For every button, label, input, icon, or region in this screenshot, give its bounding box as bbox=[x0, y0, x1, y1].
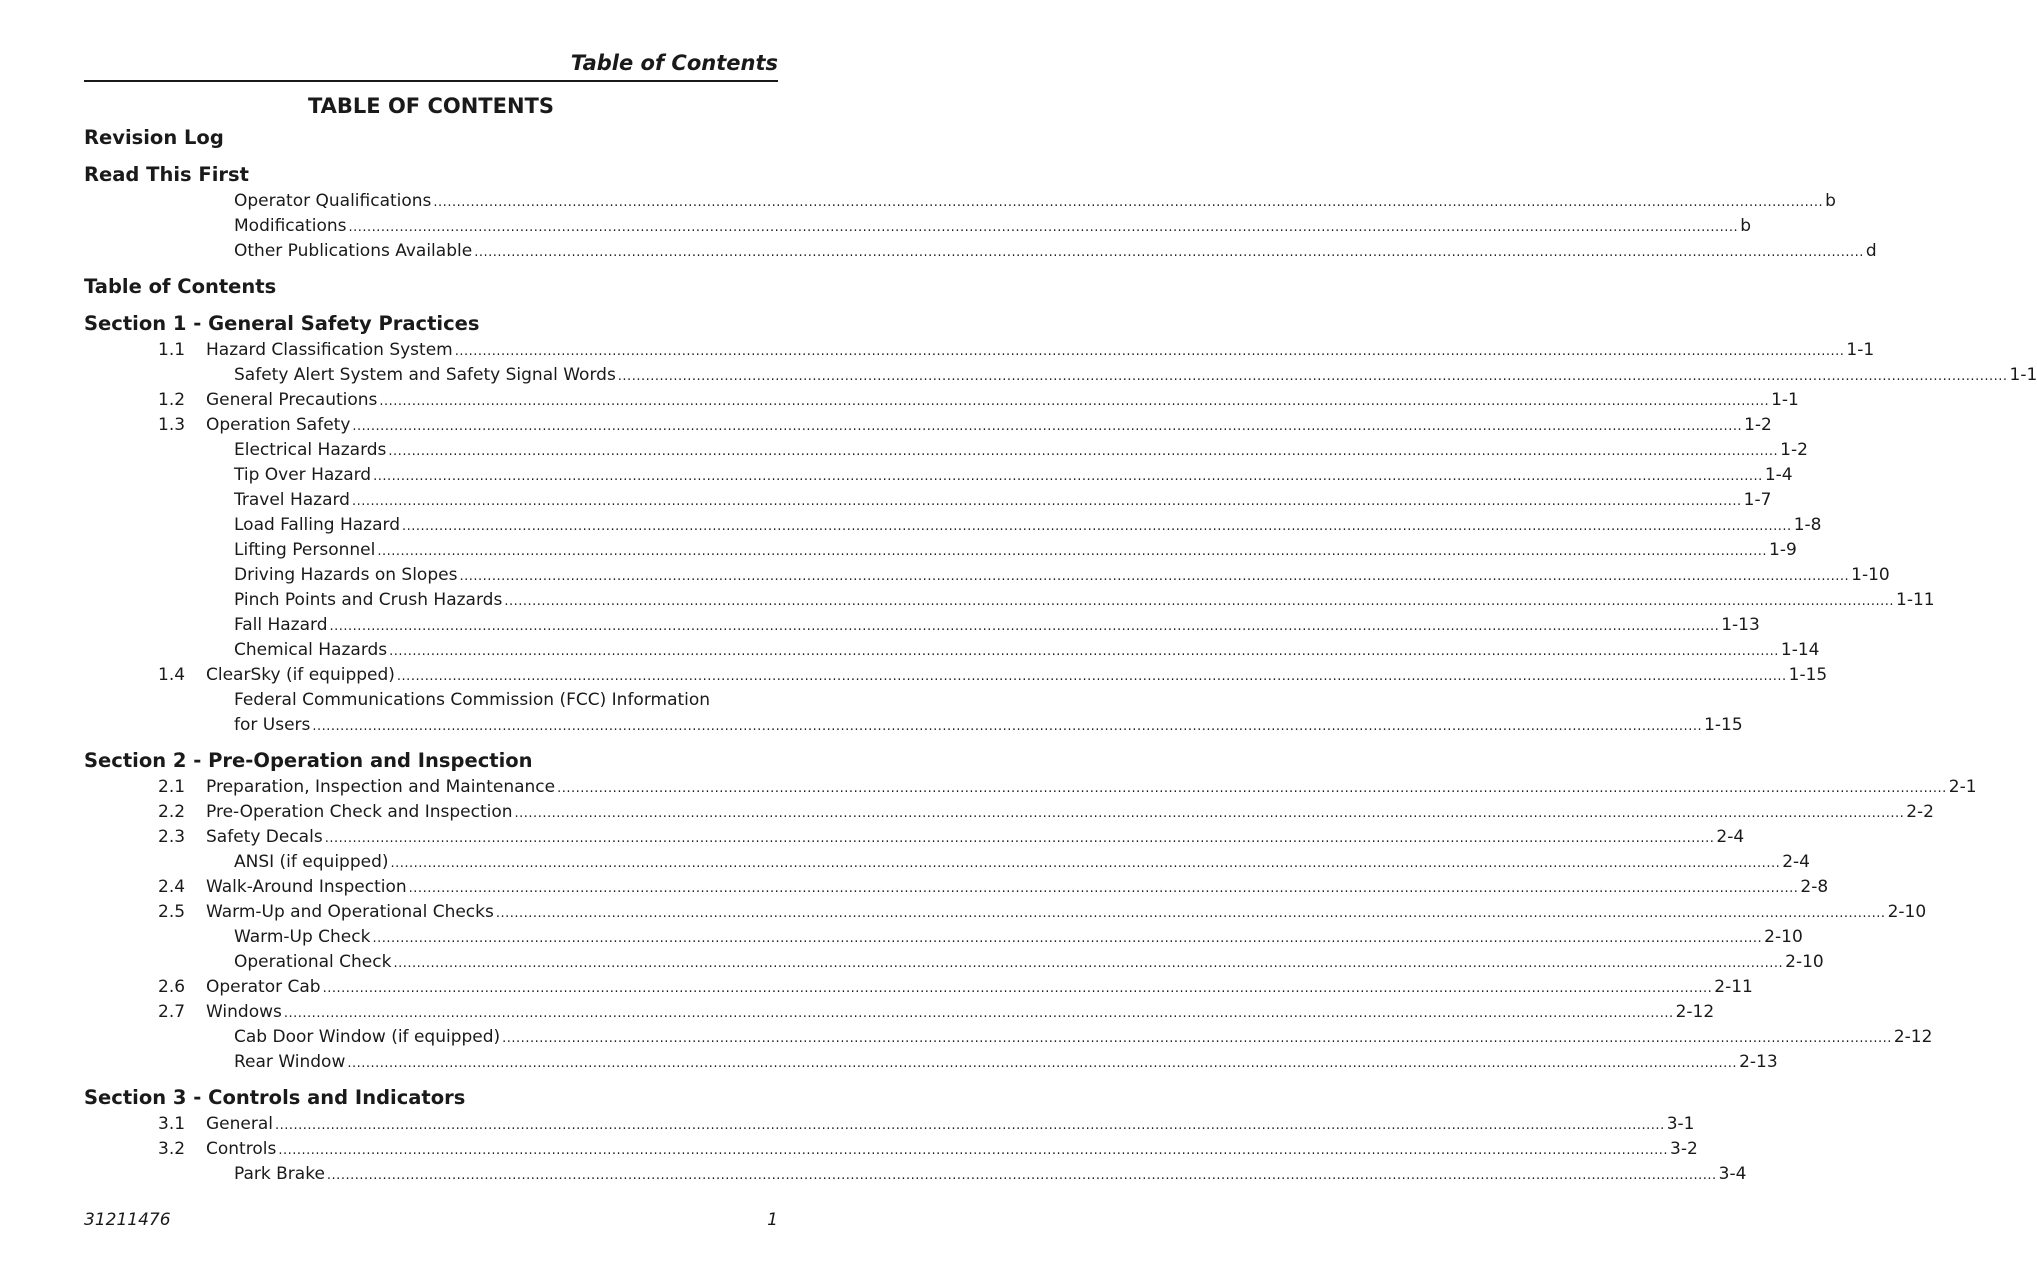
toc-entry-title: Operational Check bbox=[234, 952, 392, 972]
toc-entry-number: 1.3 bbox=[158, 415, 186, 435]
toc-entry-page: 1-15 bbox=[1788, 665, 1828, 685]
dot-leader: ............................................................................................................................................................................................................................................................................................................ bbox=[459, 569, 1850, 584]
toc-entry-number: 3.2 bbox=[158, 1139, 186, 1159]
toc-entry[interactable] bbox=[84, 438, 1808, 463]
toc-entry[interactable] bbox=[84, 1137, 1698, 1162]
dot-leader: ............................................................................................................................................................................................................................................................................................................ bbox=[312, 719, 1703, 734]
toc-entry[interactable] bbox=[84, 925, 1803, 950]
dot-leader: ............................................................................................................................................................................................................................................................................................................ bbox=[326, 1168, 1717, 1183]
toc-entry-title: Lifting Personnel bbox=[234, 540, 376, 560]
toc-entry[interactable] bbox=[84, 875, 1829, 900]
dot-leader: ............................................................................................................................................................................................................................................................................................................ bbox=[278, 1143, 1669, 1158]
dot-leader: ............................................................................................................................................................................................................................................................................................................ bbox=[379, 394, 1770, 409]
toc-entry[interactable] bbox=[84, 825, 1745, 850]
toc-entry-title: Safety Alert System and Safety Signal Words bbox=[234, 365, 616, 385]
toc-entry[interactable] bbox=[84, 688, 778, 713]
toc-entry-title: Load Falling Hazard bbox=[234, 515, 400, 535]
toc-entry-title: Other Publications Available bbox=[234, 241, 473, 261]
toc-entry[interactable] bbox=[84, 363, 2037, 388]
dot-leader: ............................................................................................................................................................................................................................................................................................................ bbox=[396, 669, 1787, 684]
toc-entry[interactable] bbox=[84, 663, 1828, 688]
toc-entry-title: Rear Window bbox=[234, 1052, 346, 1072]
toc-entry-title: Electrical Hazards bbox=[234, 440, 387, 460]
toc-entry-title: Operation Safety bbox=[206, 415, 351, 435]
toc-entry-page: 1-1 bbox=[1771, 390, 1799, 410]
toc-entry[interactable] bbox=[84, 900, 1927, 925]
toc-entry[interactable] bbox=[84, 513, 1822, 538]
toc-entry-title: Preparation, Inspection and Maintenance bbox=[206, 777, 556, 797]
dot-leader: ............................................................................................................................................................................................................................................................................................................ bbox=[372, 931, 1763, 946]
toc-entry-number: 2.4 bbox=[158, 877, 186, 897]
toc-section-heading: Read This First bbox=[84, 163, 249, 186]
dot-leader: ............................................................................................................................................................................................................................................................................................................ bbox=[373, 469, 1763, 484]
toc-entry-page: 3-2 bbox=[1670, 1139, 1698, 1159]
toc-entry[interactable] bbox=[84, 588, 1935, 613]
toc-entry-page: 1-7 bbox=[1743, 490, 1772, 510]
dot-leader: ............................................................................................................................................................................................................................................................................................................ bbox=[504, 594, 1895, 609]
toc-entry-page: 2-10 bbox=[1887, 902, 1927, 922]
toc-entry-page: b bbox=[1825, 191, 1836, 211]
dot-leader: ............................................................................................................................................................................................................................................................................................................ bbox=[557, 781, 1947, 796]
toc-entry[interactable] bbox=[84, 388, 1799, 413]
toc-entry[interactable] bbox=[84, 975, 1753, 1000]
dot-leader: ............................................................................................................................................................................................................................................................................................................ bbox=[275, 1118, 1665, 1133]
toc-entry[interactable] bbox=[84, 488, 1772, 513]
toc-entry[interactable] bbox=[84, 563, 1890, 588]
toc-entry-page: 2-4 bbox=[1782, 852, 1810, 872]
toc-entry-page: 3-1 bbox=[1666, 1114, 1695, 1134]
toc-entry-number: 2.7 bbox=[158, 1002, 186, 1022]
toc-entry-title: Hazard Classification System bbox=[206, 340, 453, 360]
toc-entry-number: 2.6 bbox=[158, 977, 186, 997]
dot-leader: ............................................................................................................................................................................................................................................................................................................ bbox=[324, 831, 1715, 846]
toc-entry[interactable] bbox=[84, 1112, 1695, 1137]
toc-entry-title: Park Brake bbox=[234, 1164, 325, 1184]
toc-entry[interactable] bbox=[84, 338, 1875, 363]
dot-leader: ............................................................................................................................................................................................................................................................................................................ bbox=[454, 344, 1845, 359]
toc-entry-page: 1-1 bbox=[1846, 340, 1875, 360]
toc-entry-page: b bbox=[1740, 216, 1751, 236]
dot-leader: ............................................................................................................................................................................................................................................................................................................ bbox=[388, 444, 1779, 459]
toc-entry-number: 2.1 bbox=[158, 777, 186, 797]
toc-entry-title: Pre-Operation Check and Inspection bbox=[206, 802, 513, 822]
toc-entry[interactable] bbox=[84, 538, 1797, 563]
toc-entry[interactable] bbox=[84, 800, 1935, 825]
toc-section-heading: Section 1 - General Safety Practices bbox=[84, 312, 480, 335]
document-number: 31211476 bbox=[84, 1210, 171, 1230]
toc-entry-number: 1.2 bbox=[158, 390, 186, 410]
toc-entry-page: 2-8 bbox=[1800, 877, 1829, 897]
toc-entry[interactable] bbox=[84, 613, 1760, 638]
toc-entry-title: Windows bbox=[206, 1002, 282, 1022]
toc-entry-title: General Precautions bbox=[206, 390, 378, 410]
header-rule bbox=[84, 80, 778, 82]
toc-section-heading: Section 3 - Controls and Indicators bbox=[84, 1086, 466, 1109]
toc-entry-title: Operator Qualifications bbox=[234, 191, 432, 211]
toc-entry-page: 1-4 bbox=[1764, 465, 1793, 485]
toc-entry-title: Modifications bbox=[234, 216, 347, 236]
dot-leader: ............................................................................................................................................................................................................................................................................................................ bbox=[514, 806, 1905, 821]
toc-entry-title: General bbox=[206, 1114, 273, 1134]
toc-entry[interactable] bbox=[84, 950, 1824, 975]
dot-leader: ............................................................................................................................................................................................................................................................................................................ bbox=[502, 1031, 1892, 1046]
toc-entry-title: Walk-Around Inspection bbox=[206, 877, 407, 897]
dot-leader: ............................................................................................................................................................................................................................................................................................................ bbox=[351, 494, 1742, 509]
page-number: 1 bbox=[767, 1210, 778, 1230]
dot-leader: ............................................................................................................................................................................................................................................................................................................ bbox=[329, 619, 1720, 634]
dot-leader: ............................................................................................................................................................................................................................................................................................................ bbox=[390, 856, 1781, 871]
toc-entry-number: 1.1 bbox=[158, 340, 186, 360]
toc-entry[interactable] bbox=[84, 713, 1743, 738]
toc-entry-title: Fall Hazard bbox=[234, 615, 328, 635]
dot-leader: ............................................................................................................................................................................................................................................................................................................ bbox=[393, 956, 1784, 971]
toc-entry-page: 3-4 bbox=[1718, 1164, 1747, 1184]
toc-entry-title: Operator Cab bbox=[206, 977, 321, 997]
toc-entry-page: 1-11 bbox=[1896, 590, 1935, 610]
toc-entry-title: Tip Over Hazard bbox=[234, 465, 372, 485]
dot-leader: ............................................................................................................................................................................................................................................................................................................ bbox=[617, 369, 2008, 384]
toc-entry-page: 2-4 bbox=[1716, 827, 1745, 847]
toc-entry-title: Pinch Points and Crush Hazards bbox=[234, 590, 503, 610]
dot-leader: ............................................................................................................................................................................................................................................................................................................ bbox=[433, 195, 1824, 210]
toc-entry-number: 2.5 bbox=[158, 902, 186, 922]
toc-entry-title: Warm-Up Check bbox=[234, 927, 371, 947]
toc-entry-title: Controls bbox=[206, 1139, 277, 1159]
toc-entry-title: Chemical Hazards bbox=[234, 640, 388, 660]
running-header: Table of Contents bbox=[570, 51, 778, 75]
toc-entry[interactable] bbox=[84, 1050, 1778, 1075]
toc-entry-title: Safety Decals bbox=[206, 827, 323, 847]
toc-entry-page: 2-10 bbox=[1785, 952, 1824, 972]
toc-entry-page: 2-11 bbox=[1714, 977, 1753, 997]
toc-section-heading: Section 2 - Pre-Operation and Inspection bbox=[84, 749, 533, 772]
toc-entry[interactable] bbox=[84, 775, 1977, 800]
toc-entry-page: 1-10 bbox=[1851, 565, 1890, 585]
toc-entry-page: 1-1 bbox=[2009, 365, 2037, 385]
dot-leader: ............................................................................................................................................................................................................................................................................................................ bbox=[495, 906, 1886, 921]
dot-leader: ............................................................................................................................................................................................................................................................................................................ bbox=[347, 1056, 1738, 1071]
dot-leader: ............................................................................................................................................................................................................................................................................................................ bbox=[474, 245, 1864, 260]
toc-entry-page: 2-1 bbox=[1948, 777, 1977, 797]
toc-entry-title: Federal Communications Commission (FCC) Information bbox=[234, 690, 711, 710]
toc-entry-page: 1-13 bbox=[1721, 615, 1760, 635]
toc-entry-page: d bbox=[1865, 241, 1877, 261]
toc-entry-title: Cab Door Window (if equipped) bbox=[234, 1027, 501, 1047]
dot-leader: ............................................................................................................................................................................................................................................................................................................ bbox=[348, 220, 1739, 235]
toc-entry[interactable] bbox=[84, 1000, 1715, 1025]
toc-section-heading: Revision Log bbox=[84, 126, 224, 149]
dot-leader: ............................................................................................................................................................................................................................................................................................................ bbox=[389, 644, 1779, 659]
toc-entry-page: 1-9 bbox=[1769, 540, 1797, 560]
toc-entry[interactable] bbox=[84, 239, 1877, 264]
toc-entry-page: 2-13 bbox=[1739, 1052, 1778, 1072]
toc-entry[interactable] bbox=[84, 189, 1836, 214]
toc-entry-title: Driving Hazards on Slopes bbox=[234, 565, 458, 585]
page bbox=[84, 0, 2037, 1275]
toc-entry-page: 1-14 bbox=[1780, 640, 1820, 660]
toc-entry-page: 2-12 bbox=[1893, 1027, 1933, 1047]
toc-entry-title: ClearSky (if equipped) bbox=[206, 665, 395, 685]
toc-entry[interactable] bbox=[84, 214, 1751, 239]
table-of-contents bbox=[84, 124, 2037, 1187]
dot-leader: ............................................................................................................................................................................................................................................................................................................ bbox=[401, 519, 1792, 534]
toc-entry-number: 3.1 bbox=[158, 1114, 186, 1134]
dot-leader: ............................................................................................................................................................................................................................................................................................................ bbox=[352, 419, 1743, 434]
toc-entry-number: 2.3 bbox=[158, 827, 186, 847]
toc-entry-page: 2-2 bbox=[1906, 802, 1935, 822]
dot-leader: ............................................................................................................................................................................................................................................................................................................ bbox=[377, 544, 1768, 559]
toc-entry-page: 1-2 bbox=[1744, 415, 1772, 435]
toc-entry-page: 2-12 bbox=[1675, 1002, 1715, 1022]
document-title: TABLE OF CONTENTS bbox=[307, 94, 555, 118]
dot-leader: ............................................................................................................................................................................................................................................................................................................ bbox=[322, 981, 1713, 996]
toc-entry-title: for Users bbox=[234, 715, 311, 735]
toc-entry[interactable] bbox=[84, 413, 1772, 438]
toc-entry[interactable] bbox=[84, 638, 1820, 663]
toc-entry-title: Travel Hazard bbox=[234, 490, 350, 510]
toc-entry[interactable] bbox=[84, 1025, 1933, 1050]
toc-entry-page: 1-2 bbox=[1780, 440, 1808, 460]
dot-leader: ............................................................................................................................................................................................................................................................................................................ bbox=[408, 881, 1799, 896]
toc-entry-page: 1-8 bbox=[1793, 515, 1822, 535]
toc-entry[interactable] bbox=[84, 850, 1810, 875]
toc-entry-title: ANSI (if equipped) bbox=[234, 852, 389, 872]
toc-entry[interactable] bbox=[84, 463, 1793, 488]
toc-entry-title: Warm-Up and Operational Checks bbox=[206, 902, 494, 922]
toc-entry-page: 1-15 bbox=[1704, 715, 1743, 735]
toc-entry[interactable] bbox=[84, 1162, 1747, 1187]
dot-leader: ............................................................................................................................................................................................................................................................................................................ bbox=[283, 1006, 1674, 1021]
toc-entry-number: 1.4 bbox=[158, 665, 186, 685]
toc-section-heading: Table of Contents bbox=[84, 275, 277, 298]
toc-entry-number: 2.2 bbox=[158, 802, 186, 822]
toc-entry-page: 2-10 bbox=[1764, 927, 1803, 947]
